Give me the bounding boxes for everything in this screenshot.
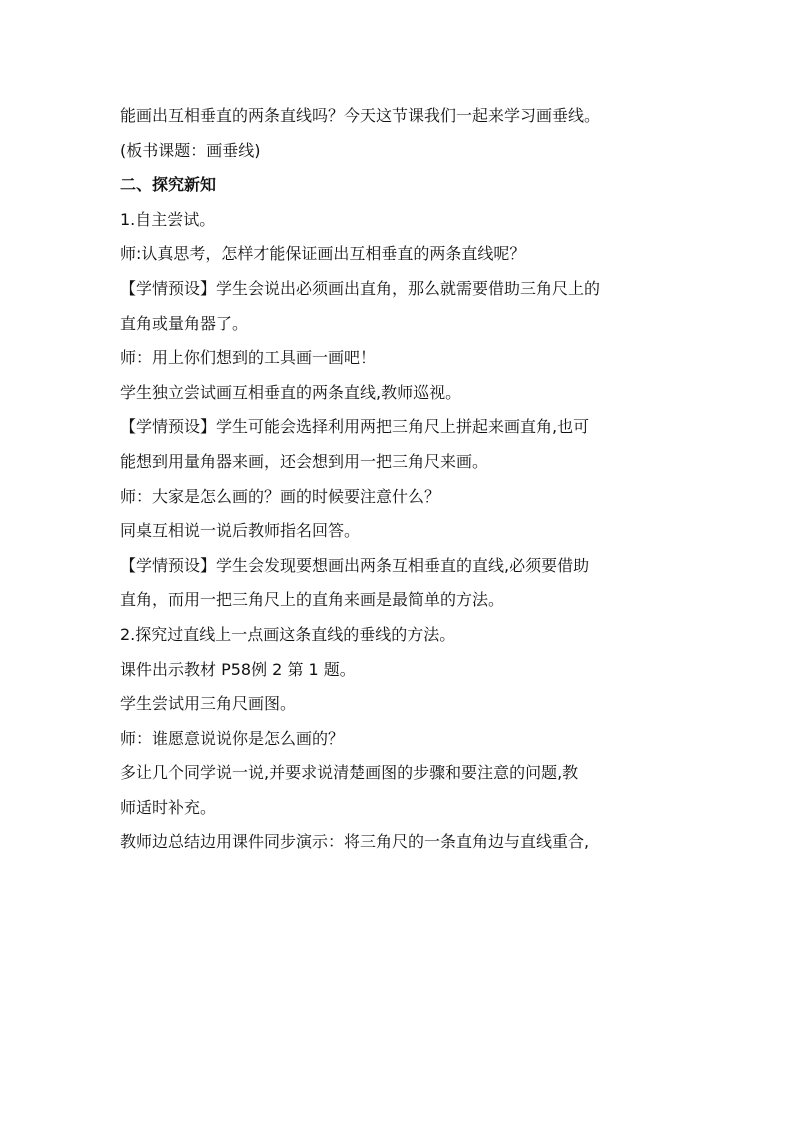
paragraph-line: 多让几个同学说一说,并要求说清楚画图的步骤和要注意的问题,教 — [120, 763, 579, 783]
section-heading: 二、探究新知 — [120, 175, 217, 195]
paragraph-line: 课件出示教材 P58例 2 第 1 题。 — [120, 659, 356, 679]
subsection-heading: 2.探究过直线上一点画这条直线的垂线的方法。 — [120, 624, 456, 644]
paragraph-line: 学生尝试用三角尺画图。 — [120, 694, 297, 714]
paragraph-line: 师适时补充。 — [120, 797, 217, 817]
paragraph-line: 【学情预设】学生会说出必须画出直角，那么就需要借助三角尺上的 — [120, 278, 601, 298]
paragraph-line: 学生独立尝试画互相垂直的两条直线,教师巡视。 — [120, 382, 462, 402]
paragraph-line: 师:认真思考，怎样才能保证画出互相垂直的两条直线呢？ — [120, 244, 526, 264]
paragraph-line: 同桌互相说一说后教师指名回答。 — [120, 521, 361, 541]
document-body — [120, 99, 680, 860]
paragraph-line: 师：谁愿意说说你是怎么画的？ — [120, 728, 345, 748]
paragraph-line: 能画出互相垂直的两条直线吗？今天这节课我们一起来学习画垂线。 — [120, 106, 601, 125]
paragraph-line: 【学情预设】学生可能会选择利用两把三角尺上拼起来画直角,也可 — [120, 417, 590, 437]
paragraph-line: 直角，而用一把三角尺上的直角来画是最简单的方法。 — [120, 590, 505, 610]
paragraph-line: 教师边总结边用课件同步演示：将三角尺的一条直角边与直线重合, — [120, 832, 590, 852]
paragraph-line: 【学情预设】学生会发现要想画出两条互相垂直的直线,必须要借助 — [120, 555, 590, 575]
paragraph-line: 师：大家是怎么画的？画的时候要注意什么？ — [120, 486, 441, 506]
subsection-heading: 1.自主尝试。 — [120, 209, 216, 229]
paragraph-line: 能想到用量角器来画，还会想到用一把三角尺来画。 — [120, 451, 489, 471]
paragraph-line: 师：用上你们想到的工具画一画吧！ — [120, 348, 377, 368]
lesson-title-note: (板书课题：画垂线) — [120, 140, 261, 160]
paragraph-line: 直角或量角器了。 — [120, 313, 249, 333]
